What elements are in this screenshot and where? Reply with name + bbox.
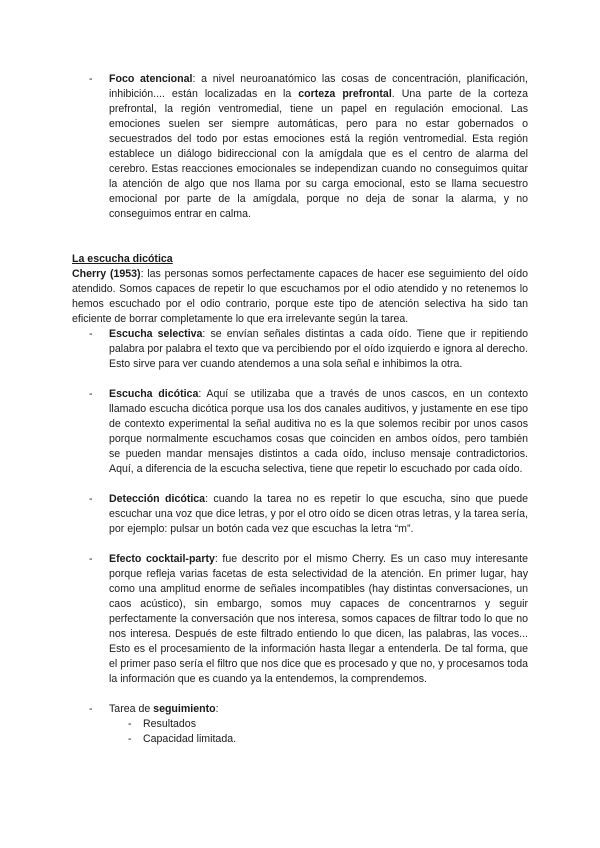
term-escucha-selectiva: Escucha selectiva	[109, 328, 203, 340]
sub-item-resultados	[72, 717, 528, 732]
sub-dash: -	[128, 733, 132, 745]
bullet-dash: -	[89, 703, 93, 715]
bullet-escucha-selectiva	[72, 327, 528, 372]
bullet-foco-atencional	[72, 72, 528, 222]
sub-item-capacidad-limitada	[72, 732, 528, 747]
escucha-dicotica-text: : Aquí se utilizaba que a través de unos cascos, en un contexto llamado escucha dicótica porque usa los dos canales auditivos, y justamente en ese tipo de contexto experimental la señal auditiva no es la que solemos recibir por unos casos porque normalmente escuchamos cosas que coinciden en ambos oídos, pero también se pueden mandar mensajes distintos a cada oído, incluso mensaje contradictorios. Aquí, a diferencia de la escucha selectiva, tiene que repetir lo escuchado por cada oído.	[109, 388, 528, 475]
section-heading-escucha-dicotica: La escucha dicótica	[72, 253, 173, 265]
foco-text-2: . Una parte de la corteza prefrontal, la región ventromedial, tiene un papel en regulación emocional. Las emociones suelen ser siempre automáticas, pero para no estar gobernados o secuestrados del todo por estas emociones está la región ventromedial. Esta región establece un diálogo bidireccional con la amígdala que es el centro de alarma del cerebro. Estas reacciones emocionales se independizan cuando no conseguimos quitar la atención de algo que nos llama por su carga emocional, esto se llama secuestro emocional por parte de la amígdala, porque no deja de sonar la alarma, y no conseguimos entrar en calma.	[109, 88, 528, 220]
deteccion-dicotica-text: : cuando la tarea no es repetir lo que escucha, sino que puede escuchar una voz que dice letras, y por el otro oído se dicen otras letras, y la tarea sería, por ejemplo: pulsar un botón cada vez que escuchas la letra “m”.	[109, 493, 528, 535]
term-deteccion-dicotica: Detección dicótica	[109, 493, 206, 505]
term-cherry: Cherry (1953)	[72, 268, 141, 280]
bullet-dash: -	[89, 388, 93, 400]
bullet-efecto-cocktail-party	[72, 552, 528, 687]
sub-dash: -	[128, 718, 132, 730]
tarea-prefix: Tarea de	[109, 703, 154, 715]
tarea-suffix: :	[215, 703, 219, 715]
cherry-paragraph	[72, 267, 528, 327]
bullet-deteccion-dicotica	[72, 492, 528, 537]
bullet-dash: -	[89, 73, 93, 85]
foco-text-1: : a nivel neuroanatómico las cosas de concentración, planificación, inhibición.... están localizadas en la	[109, 73, 528, 100]
cherry-text: : las personas somos perfectamente capaces de hacer ese seguimiento del oído atendido. Somos capaces de repetir lo que escuchamos por el odio atendido y no retenemos lo hemos escuchado por el odio contrario, porque este tipo de atención selectiva ha sido tan eficiente de borrar completamente lo que era irrelevante según la tarea.	[72, 268, 528, 325]
bullet-dash: -	[89, 493, 93, 505]
term-seguimiento: seguimiento	[153, 703, 216, 715]
bullet-tarea-seguimiento	[72, 702, 528, 717]
term-corteza-prefrontal: corteza prefrontal	[298, 88, 392, 100]
efecto-cocktail-party-text: : fue descrito por el mismo Cherry. Es un caso muy interesante porque refleja varias facetas de esta selectividad de la atención. En primer lugar, hay como una amplitud enorme de señales incompatibles (hay distintas conversaciones, un caos acústico), sin embargo, somos muy capaces de concentrarnos y seguir perfectamente la conversación que nos interesa, somos capaces de filtrar todo lo que no nos interesa. Después de este filtrado entiendo lo que dicen, las palabras, las voces... Esto es el procesamiento de la información hasta llegar a entenderla. De tal forma, que el primer paso sería el filtro que nos dice que es procesado y que no, y procesamos toda la información que es cuando ya la entendemos, la comprendemos.	[109, 553, 528, 685]
bullet-dash: -	[89, 553, 93, 565]
sub-item-label: Capacidad limitada.	[143, 733, 237, 745]
bullet-escucha-dicotica	[72, 387, 528, 477]
term-escucha-dicotica: Escucha dicótica	[109, 388, 199, 400]
bullet-dash: -	[89, 328, 93, 340]
sub-item-label: Resultados	[143, 718, 196, 730]
term-efecto-cocktail-party: Efecto cocktail-party	[109, 553, 215, 565]
term-foco-atencional: Foco atencional	[109, 73, 193, 85]
escucha-selectiva-text: : se envían señales distintas a cada oído. Tiene que ir repitiendo palabra por palabra el texto que va percibiendo por el oído izquierdo e ignora al derecho. Esto sirve para ver cuando atendemos a una sola señal e inhibimos la otra.	[109, 328, 528, 370]
